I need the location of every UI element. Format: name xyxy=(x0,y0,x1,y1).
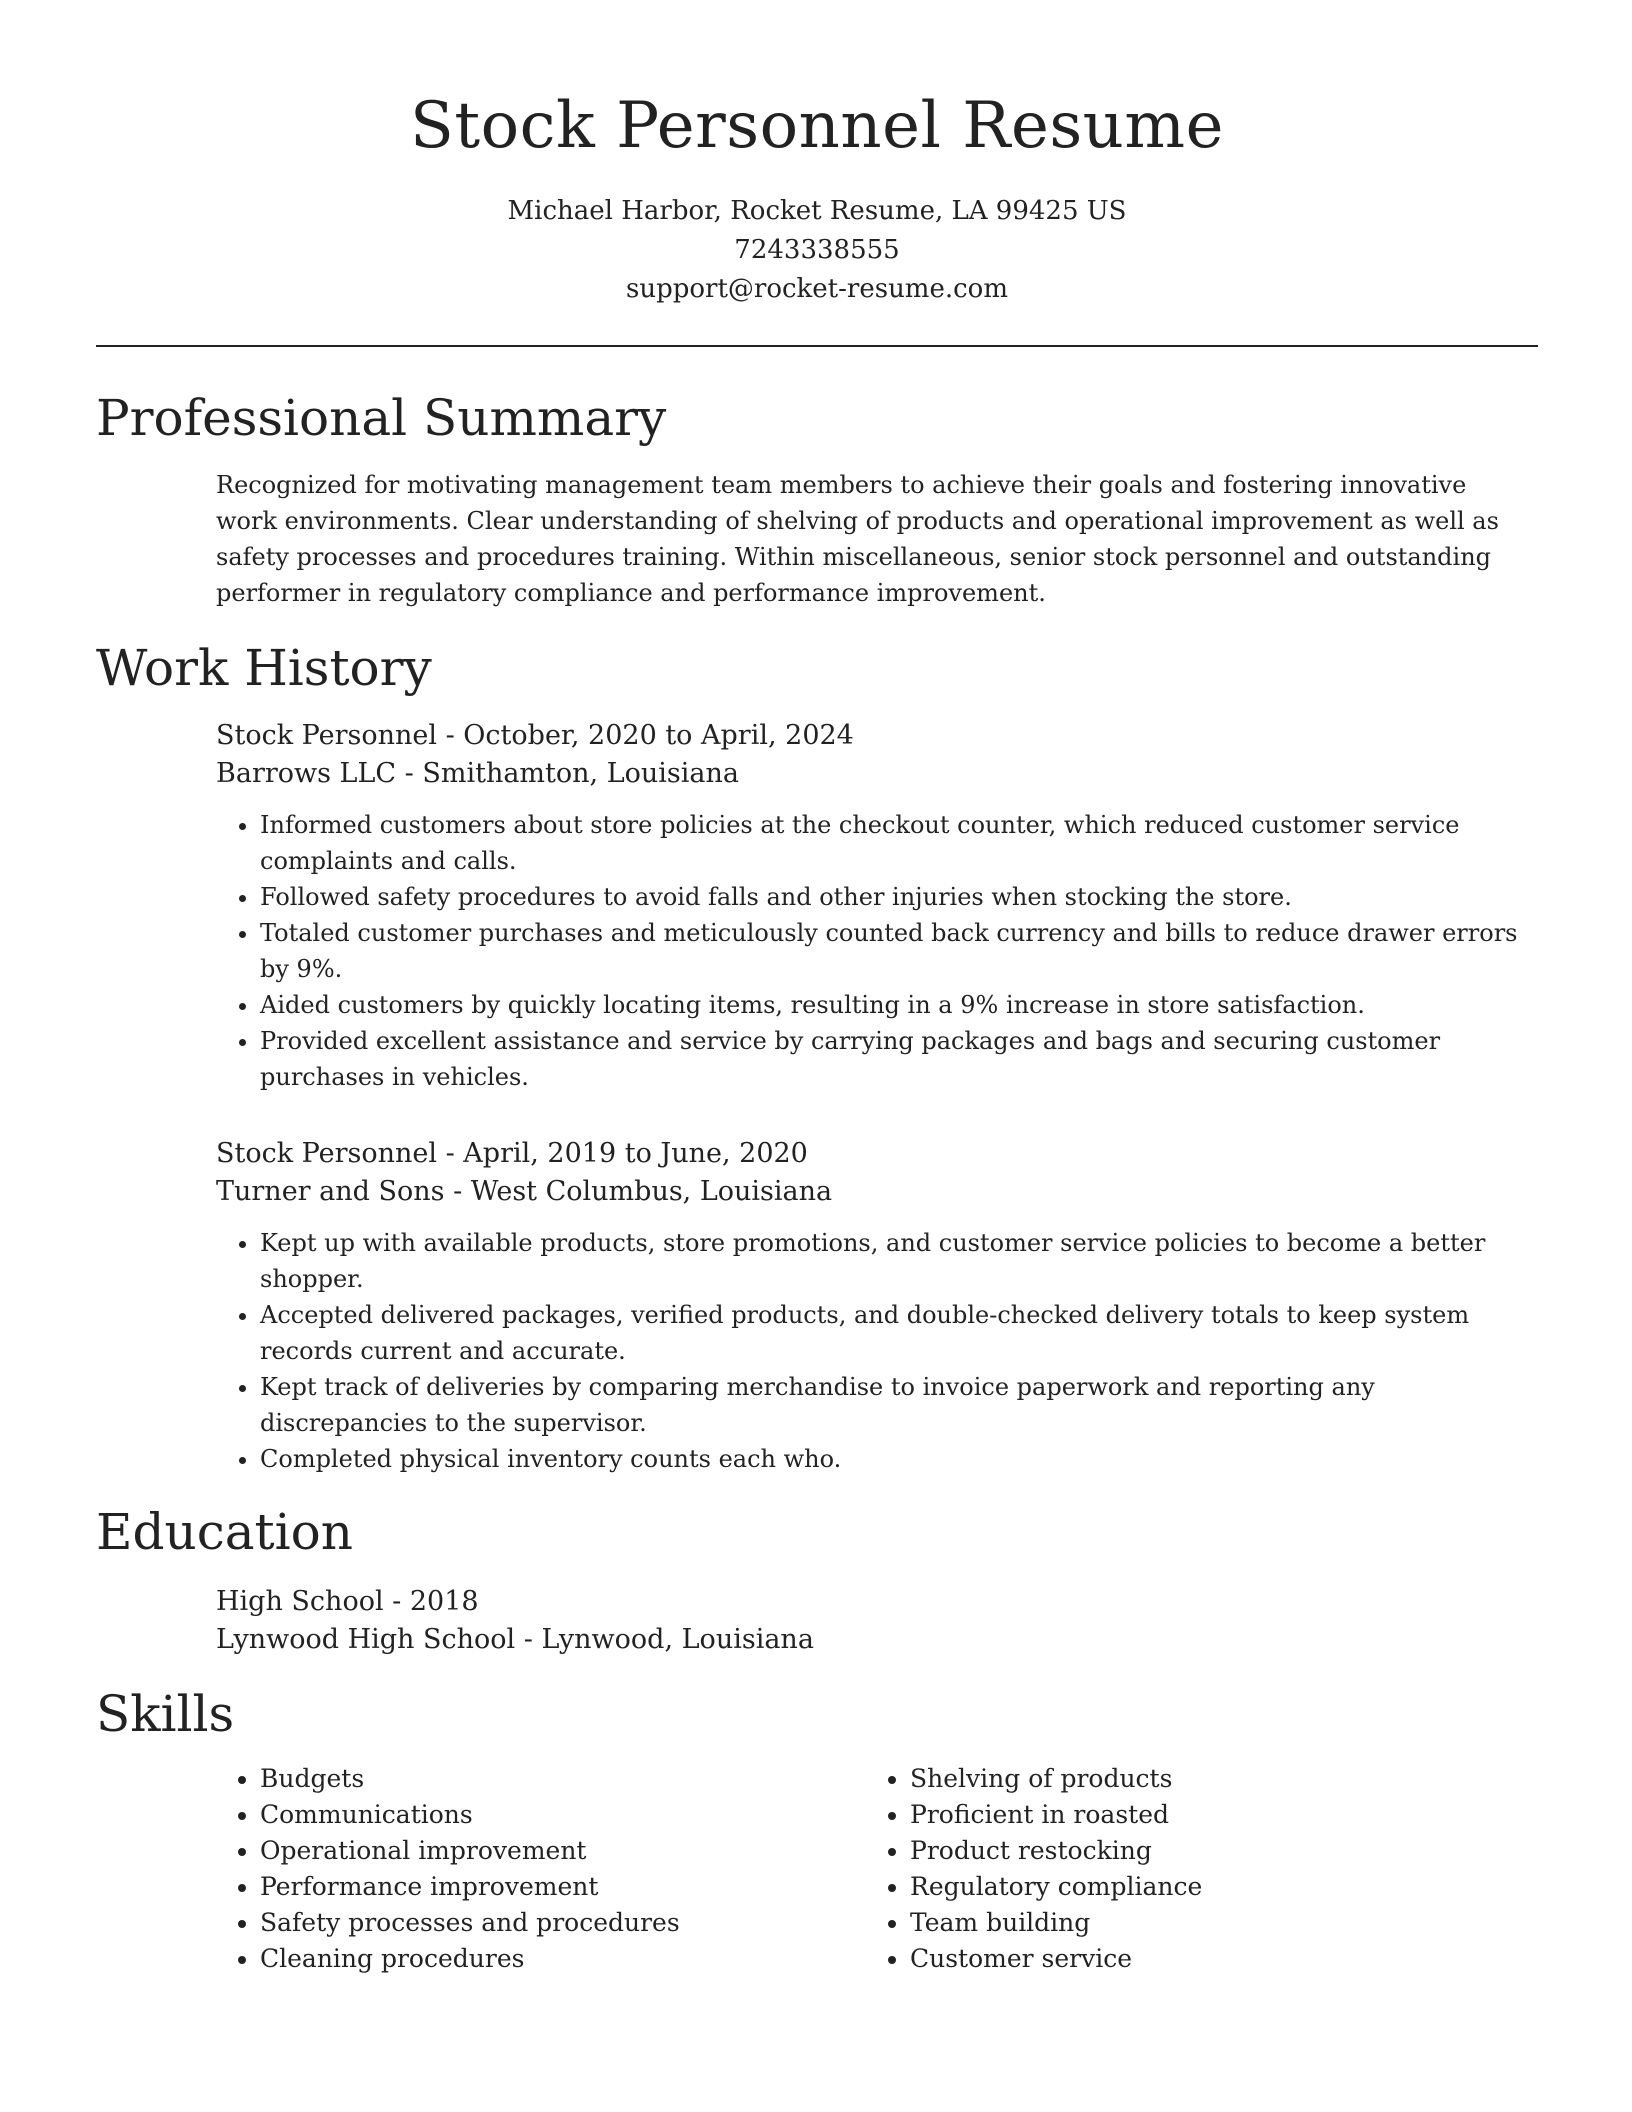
job-entry xyxy=(216,1135,1538,1477)
section-education xyxy=(96,1499,1538,1659)
education-body xyxy=(96,1583,1538,1659)
skill-item: • Safety processes and procedures xyxy=(260,1905,866,1941)
skill-item: • Performance improvement xyxy=(260,1869,866,1905)
job-title-line: Stock Personnel - October, 2020 to April, 2024 xyxy=(216,720,854,751)
job-bullet: • Aided customers by quickly locating items, resulting in a 9% increase in store satisfaction. xyxy=(260,987,1538,1023)
section-heading-skills: Skills xyxy=(96,1685,235,1743)
section-heading-education: Education xyxy=(96,1503,353,1561)
skill-item: • Proficient in roasted xyxy=(910,1797,1516,1833)
job-bullets xyxy=(216,1225,1538,1477)
section-heading-work: Work History xyxy=(96,639,432,697)
job-company-line: Turner and Sons - West Columbus, Louisiana xyxy=(216,1176,833,1207)
contact-email: support@rocket-resume.com xyxy=(625,274,1008,304)
contact-block xyxy=(96,192,1538,309)
header-divider xyxy=(96,345,1538,347)
skills-body xyxy=(96,1761,1538,1977)
section-heading-summary: Professional Summary xyxy=(96,389,667,447)
job-bullet: • Kept track of deliveries by comparing merchandise to invoice paperwork and reporting any discrepancies to the supervisor. xyxy=(260,1369,1538,1441)
contact-address: Michael Harbor, Rocket Resume, LA 99425 US xyxy=(507,196,1127,226)
skill-item: • Regulatory compliance xyxy=(910,1869,1516,1905)
section-skills xyxy=(96,1681,1538,1977)
job-bullet: • Kept up with available products, store promotions, and customer service policies to become a better shopper. xyxy=(260,1225,1538,1297)
education-degree-line: High School - 2018 xyxy=(216,1586,479,1617)
skill-item: • Shelving of products xyxy=(910,1761,1516,1797)
resume-title: Stock Personnel Resume xyxy=(410,89,1224,163)
contact-phone: 7243338555 xyxy=(734,235,900,265)
resume-header xyxy=(96,0,1538,309)
summary-text: Recognized for motivating management team members to achieve their goals and fostering innovative work environments. Clear understanding of shelving of products and operational improvement as well as safety processes and procedures training. Within miscellaneous, senior stock personnel and outstanding performer in regulatory compliance and performance improvement. xyxy=(216,471,1499,607)
skills-column-right xyxy=(866,1761,1516,1977)
work-body xyxy=(96,717,1538,1477)
skill-item: • Communications xyxy=(260,1797,866,1833)
skill-item: • Product restocking xyxy=(910,1833,1516,1869)
job-title-line: Stock Personnel - April, 2019 to June, 2020 xyxy=(216,1138,808,1169)
skill-item: • Budgets xyxy=(260,1761,866,1797)
skill-item: • Customer service xyxy=(910,1941,1516,1977)
skills-column-left xyxy=(216,1761,866,1977)
skills-grid xyxy=(216,1761,1538,1977)
job-entry xyxy=(216,717,1538,1095)
job-bullet: • Provided excellent assistance and service by carrying packages and bags and securing customer purchases in vehicles. xyxy=(260,1023,1538,1095)
summary-body xyxy=(96,467,1538,611)
job-bullet: • Totaled customer purchases and meticulously counted back currency and bills to reduce drawer errors by 9%. xyxy=(260,915,1538,987)
skill-item: • Team building xyxy=(910,1905,1516,1941)
job-bullet: • Informed customers about store policies at the checkout counter, which reduced customer service complaints and calls. xyxy=(260,807,1538,879)
job-bullets xyxy=(216,807,1538,1095)
education-school-line: Lynwood High School - Lynwood, Louisiana xyxy=(216,1624,814,1655)
skill-item: • Cleaning procedures xyxy=(260,1941,866,1977)
section-work-history xyxy=(96,635,1538,1477)
resume-page xyxy=(96,0,1538,1977)
skill-item: • Operational improvement xyxy=(260,1833,866,1869)
job-company-line: Barrows LLC - Smithamton, Louisiana xyxy=(216,758,739,789)
section-professional-summary xyxy=(96,385,1538,611)
job-bullet: • Followed safety procedures to avoid falls and other injuries when stocking the store. xyxy=(260,879,1538,915)
job-bullet: • Accepted delivered packages, verified products, and double-checked delivery totals to keep system records current and accurate. xyxy=(260,1297,1538,1369)
job-bullet: • Completed physical inventory counts each who. xyxy=(260,1441,1538,1477)
